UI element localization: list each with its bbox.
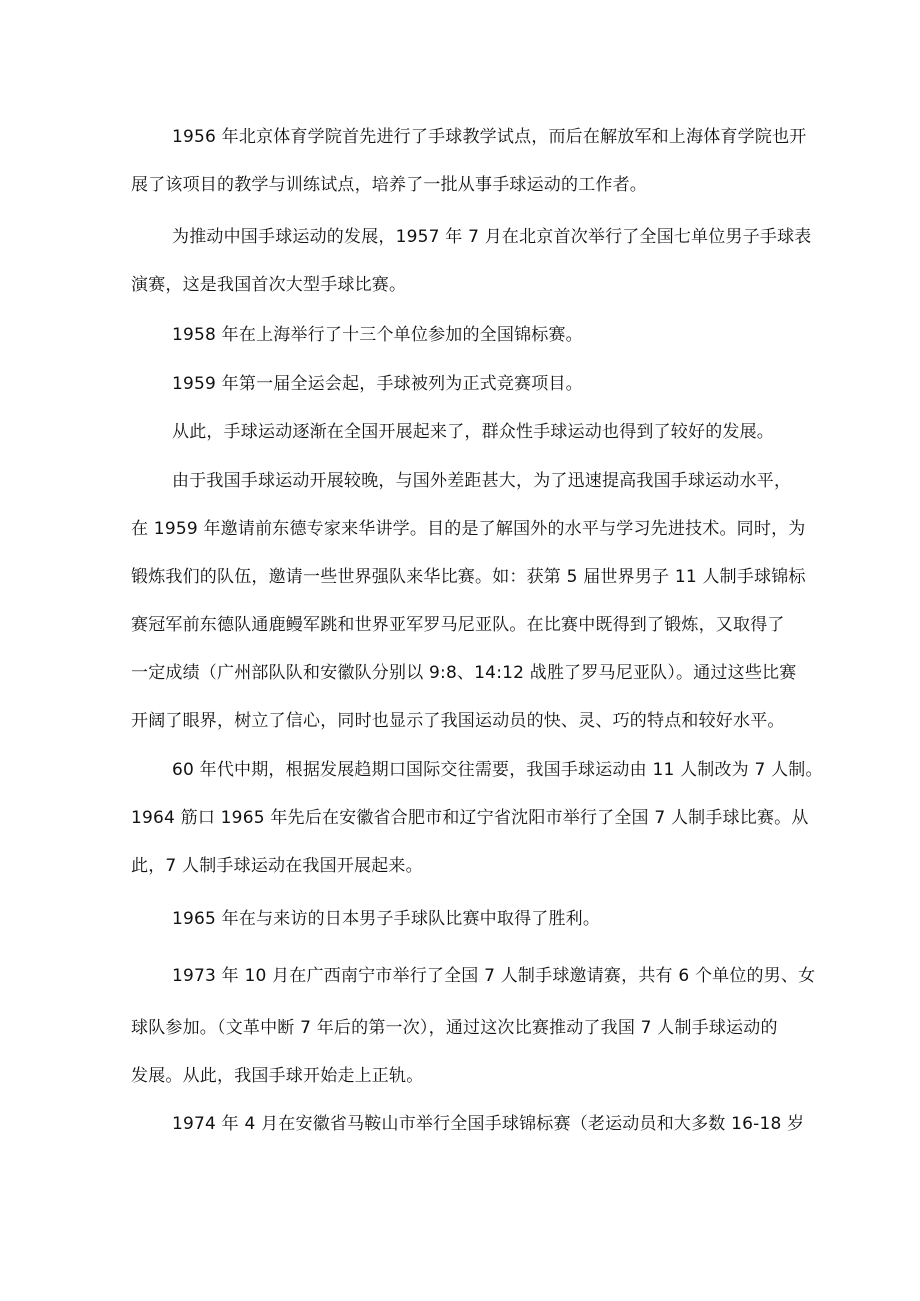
paragraph-7-line-2: 1964 筋口 1965 年先后在安徽省合肥市和辽宁省沈阳市举行了全国 7 人制手球比赛。从 bbox=[131, 808, 809, 828]
paragraph-9-line-1: 1973 年 10 月在广西南宁市举行了全国 7 人制手球邀请赛，共有 6 个单位的男、女 bbox=[172, 966, 816, 986]
paragraph-1-line-2: 展了该项目的教学与训练试点，培养了一批从事手球运动的工作者。 bbox=[131, 175, 647, 195]
paragraph-1-line-1: 1956 年北京体育学院首先进行了手球教学试点，而后在解放军和上海体育学院也开 bbox=[172, 127, 807, 147]
paragraph-2-line-1: 为推动中国手球运动的发展，1957 年 7 月在北京首次举行了全国七单位男子手球表 bbox=[172, 227, 812, 247]
paragraph-3-line-1: 1958 年在上海举行了十三个单位参加的全国锦标赛。 bbox=[172, 325, 583, 345]
paragraph-6-line-3: 锻炼我们的队伍，邀请一些世界强队来华比赛。如：获第 5 届世界男子 11 人制手球锦标 bbox=[131, 567, 806, 587]
paragraph-6-line-5: 一定成绩（广州部队队和安徽队分别以 9:8、14:12 战胜了罗马尼亚队）。通过这些比赛 bbox=[131, 663, 797, 683]
paragraph-5-line-1: 从此，手球运动逐渐在全国开展起来了，群众性手球运动也得到了较好的发展。 bbox=[172, 422, 774, 442]
paragraph-7-line-1: 60 年代中期，根据发展趋期口国际交往需要，我国手球运动由 11 人制改为 7 人制。 bbox=[172, 760, 823, 780]
paragraph-7-line-3: 此，7 人制手球运动在我国开展起来。 bbox=[131, 856, 423, 876]
paragraph-6-line-2: 在 1959 年邀请前东德专家来华讲学。目的是了解国外的水平与学习先进技术。同时，为 bbox=[131, 519, 806, 539]
paragraph-6-line-1: 由于我国手球运动开展较晚，与国外差距甚大，为了迅速提高我国手球运动水平， bbox=[172, 471, 792, 491]
paragraph-10-line-1: 1974 年 4 月在安徽省马鞍山市举行全国手球锦标赛（老运动员和大多数 16-18 岁 bbox=[172, 1114, 805, 1134]
paragraph-6-line-4: 赛冠军前东德队通鹿鳗军跳和世界亚军罗马尼亚队。在比赛中既得到了锻炼，又取得了 bbox=[131, 615, 785, 635]
paragraph-4-line-1: 1959 年第一届全运会起，手球被列为正式竞赛项目。 bbox=[172, 374, 583, 394]
paragraph-9-line-2: 球队参加。（文革中断 7 年后的第一次），通过这次比赛推动了我国 7 人制手球运动的 bbox=[131, 1018, 778, 1038]
paragraph-6-line-6: 开阔了眼界，树立了信心，同时也显示了我国运动员的快、灵、巧的特点和较好水平。 bbox=[131, 711, 785, 731]
paragraph-9-line-3: 发展。从此，我国手球开始走上正轨。 bbox=[131, 1066, 424, 1086]
paragraph-2-line-2: 演赛，这是我国首次大型手球比赛。 bbox=[131, 275, 407, 295]
paragraph-8-line-1: 1965 年在与来访的日本男子手球队比赛中取得了胜利。 bbox=[172, 909, 601, 929]
